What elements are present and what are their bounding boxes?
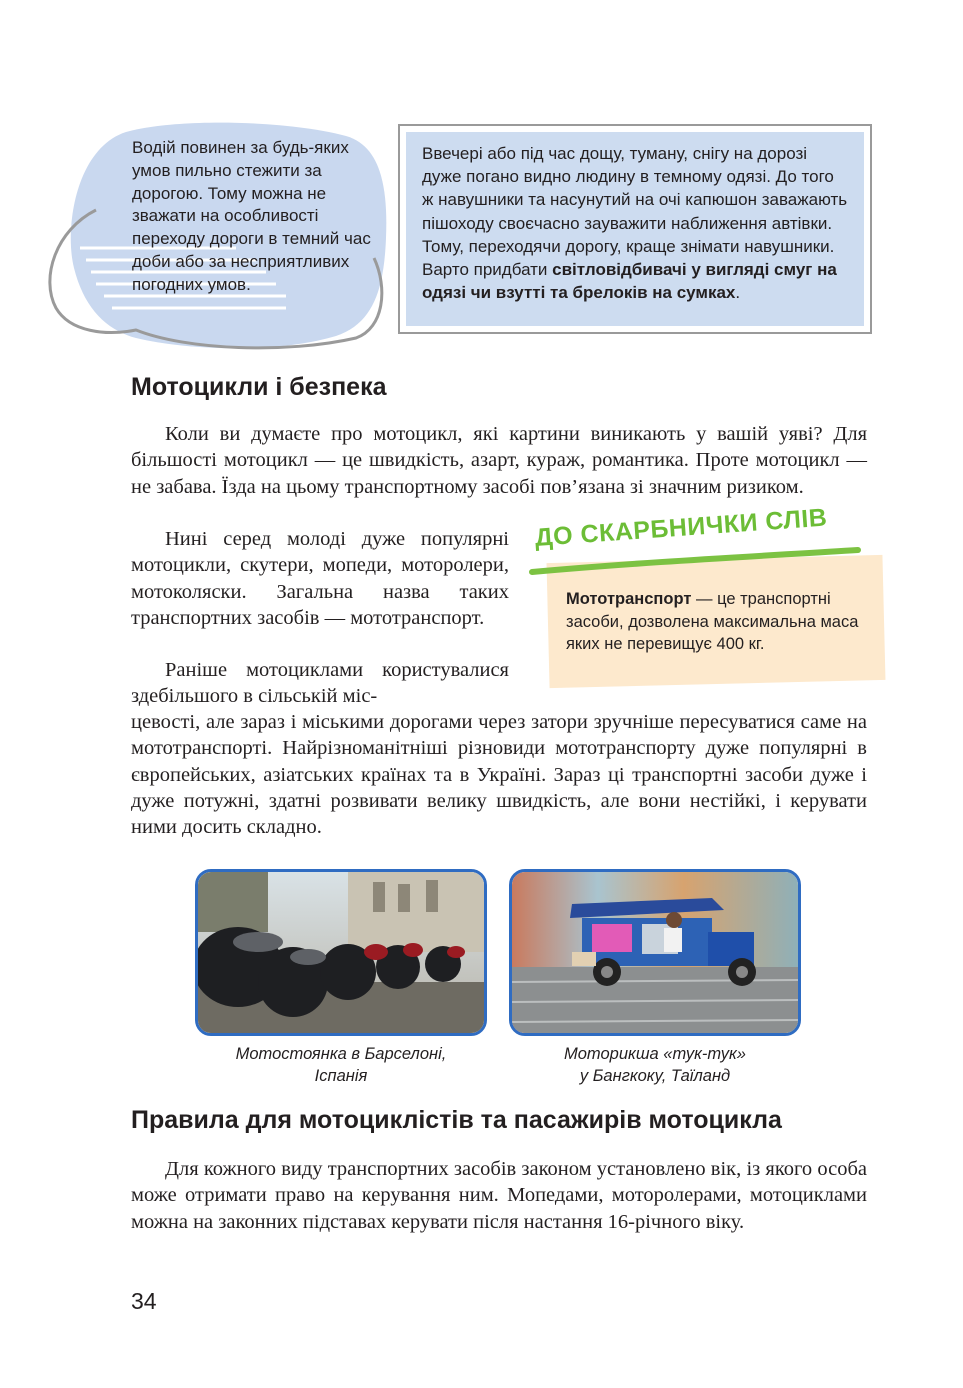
myth-text: Водій повинен за будь-яких умов пильно стежити за дорогою. Тому можна не зважати на особливості переходу дороги в темний час доби або за несприятливих погодних умов. (132, 138, 371, 294)
photo-caption (195, 1043, 487, 1087)
myth-bubble (36, 118, 392, 368)
vocabulary-title: ДО СКАРБНИЧКИ СЛІВ (534, 503, 829, 552)
tuk-tuk-image (512, 872, 798, 1033)
caption-line: у Бангкоку, Таїланд (579, 1067, 731, 1085)
photo-barcelona-motorcycle-parking (195, 869, 487, 1036)
fact-text-main: Ввечері або під час дощу, туману, снігу на дорозі дуже погано видно людину в темному одязі. До того ж навушники та насунутий на очі капюшон заважають пішоходу своєчасно зауважити наближення автівки. Тому, переходячи дорогу, краще знімати навушники. Варто придбати (422, 144, 848, 280)
caption-line: Моторикша «тук-тук» (564, 1045, 746, 1063)
page-number: 34 (131, 1288, 157, 1314)
vocabulary-definition-text: — це транспортні засоби, дозволена максимальна маса яких не перевищує 400 кг. (566, 590, 859, 653)
paragraph: Коли ви думаєте про мотоцикл, які картини виникають у вашій уяві? Для більшості мотоцикл — це швидкість, азарт, кураж, романтика. Проте мотоцикл — не забава. Їзда на цьому транспортному засобі пов’язана зі значним ризиком. (131, 423, 867, 498)
fact-text (406, 132, 864, 326)
photo-bangkok-tuk-tuk (509, 869, 801, 1036)
photo-caption (509, 1043, 801, 1087)
vocabulary-term: Мототранспорт (566, 590, 692, 608)
paragraph: Нині серед молоді дуже популярні мотоцикли, скутери, мопеди, моторолери, мотоколяски. Загальна назва таких транспортних засобів — мототранспорт. (131, 528, 509, 629)
section-heading-motorcycles: Мотоцикли і безпека (131, 373, 387, 401)
vocabulary-box (522, 503, 896, 690)
motorcycle-parking-image (198, 872, 484, 1033)
caption-line: Мотостоянка в Барселоні, (235, 1045, 447, 1063)
paragraph-continuation: цевості, але зараз і міськими дорогами через затори зручніше пересуватися саме на мототранспорті. Найрізноманітніші різновиди мототранспорту дуже популярні в європейських, азіатських країнах та в Україні. Зараз ці транспортні засоби дуже і дуже потужні, здатні розвивати велику швидкість, але вони нестійкі, і керувати ними досить складно. (131, 711, 867, 839)
paragraph: Для кожного виду транспортних засобів законом установлено вік, із якого особа може отримати право на керування ним. Мопедами, моторолерами, мотоциклами можна на законних підставах керувати після настання 16-річного віку. (131, 1158, 867, 1233)
section-heading-rules: Правила для мотоциклістів та пасажирів мотоцикла (131, 1106, 782, 1134)
fact-box (398, 124, 872, 334)
caption-line: Іспанія (314, 1067, 368, 1085)
fact-text-bold: світловідбивачі у вигляді смуг на одязі чи взутті та брелоків на сумках (422, 260, 837, 303)
fact-text-end: . (735, 283, 741, 303)
paragraph: Раніше мотоциклами користувалися здебільшого в сільській міс- (131, 659, 509, 708)
vocabulary-definition (566, 588, 876, 656)
